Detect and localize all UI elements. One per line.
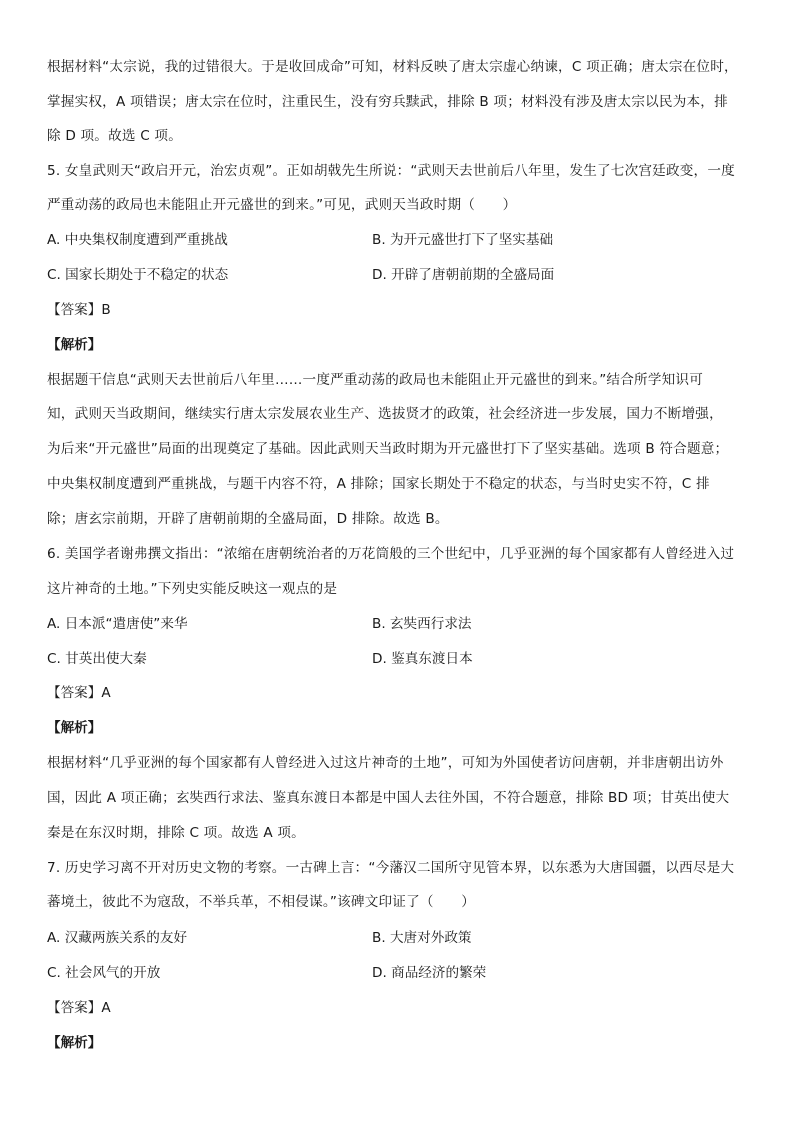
question-5-option-a: A. 中央集权制度遭到严重挑战 [47, 232, 228, 248]
question-5-analysis-label: 【解析】 [47, 337, 102, 353]
question-7-option-b: B. 大唐对外政策 [372, 930, 472, 946]
analysis-line: 根据材料“太宗说，我的过错很大。于是收回成命”可知，材料反映了唐太宗虚心纳谏，C 项正确；唐太宗在位时， [47, 59, 738, 75]
question-5-answer: 【答案】B [47, 302, 111, 318]
question-5-analysis-line: 根据题干信息“武则天去世前后八年里……一度严重动荡的政局也未能阻止开元盛世的到来。”结合所学知识可 [47, 372, 703, 388]
question-5-option-d: D. 开辟了唐朝前期的全盛局面 [372, 267, 555, 283]
question-6-option-c: C. 甘英出使大秦 [47, 651, 147, 667]
question-5-analysis-line: 除；唐玄宗前期，开辟了唐朝前期的全盛局面，D 排除。故选 B。 [47, 511, 449, 527]
question-7-analysis-label: 【解析】 [47, 1035, 102, 1051]
question-6-answer: 【答案】A [47, 685, 111, 701]
question-6-analysis-line: 根据材料“几乎亚洲的每个国家都有人曾经进入过这片神奇的土地”，可知为外国使者访问唐朝，并非唐朝出访外 [47, 755, 724, 771]
question-5-analysis-line: 中央集权制度遭到严重挑战，与题干内容不符，A 排除；国家长期处于不稳定的状态，与当时史实不符，C 排 [47, 476, 710, 492]
question-7-answer: 【答案】A [47, 1000, 111, 1016]
question-5-option-b: B. 为开元盛世打下了坚实基础 [372, 232, 554, 248]
question-5-stem: 5. 女皇武则天“政启开元，治宏贞观”。正如胡戟先生所说：“武则天去世前后八年里，发生了七次宫廷政变，一度 [47, 163, 735, 179]
question-7-option-a: A. 汉藏两族关系的友好 [47, 930, 188, 946]
question-7-stem: 7. 历史学习离不开对历史文物的考察。一古碑上言：“今藩汉二国所守见管本界，以东悉为大唐国疆，以西尽是大 [47, 860, 735, 876]
question-6-stem: 这片神奇的土地。”下列史实能反映这一观点的是 [47, 581, 338, 597]
question-6-stem: 6. 美国学者谢弗撰文指出：“浓缩在唐朝统治者的万花筒般的三个世纪中，几乎亚洲的每个国家都有人曾经进入过 [47, 546, 735, 562]
analysis-line: 掌握实权，A 项错误；唐太宗在位时，注重民生，没有穷兵黩武，排除 B 项；材料没有涉及唐太宗以民为本，排 [47, 94, 728, 110]
question-7-option-d: D. 商品经济的繁荣 [372, 965, 487, 981]
question-5-analysis-line: 为后来“开元盛世”局面的出现奠定了基础。因此武则天当政时期为开元盛世打下了坚实基础。选项 B 符合题意； [47, 441, 729, 457]
question-5-stem: 严重动荡的政局也未能阻止开元盛世的到来。”可见，武则天当政时期（ ） [47, 197, 517, 213]
question-6-analysis-line: 国，因此 A 项正确；玄奘西行求法、鉴真东渡日本都是中国人去往外国，不符合题意，排除 BD 项；甘英出使大 [47, 790, 730, 806]
analysis-line: 除 D 项。故选 C 项。 [47, 128, 182, 144]
question-6-option-d: D. 鉴真东渡日本 [372, 651, 473, 667]
question-5-option-c: C. 国家长期处于不稳定的状态 [47, 267, 229, 283]
question-6-analysis-label: 【解析】 [47, 720, 102, 736]
question-6-option-b: B. 玄奘西行求法 [372, 616, 472, 632]
question-6-analysis-line: 秦是在东汉时期，排除 C 项。故选 A 项。 [47, 825, 305, 841]
question-7-option-c: C. 社会风气的开放 [47, 965, 161, 981]
question-6-option-a: A. 日本派“遣唐使”来华 [47, 616, 188, 632]
question-7-stem: 蕃境土，彼此不为寇敌，不举兵革，不相侵谋。”该碑文印证了（ ） [47, 894, 476, 910]
question-5-analysis-line: 知，武则天当政期间，继续实行唐太宗发展农业生产、选拔贤才的政策，社会经济进一步发展，国力不断增强， [47, 406, 723, 422]
